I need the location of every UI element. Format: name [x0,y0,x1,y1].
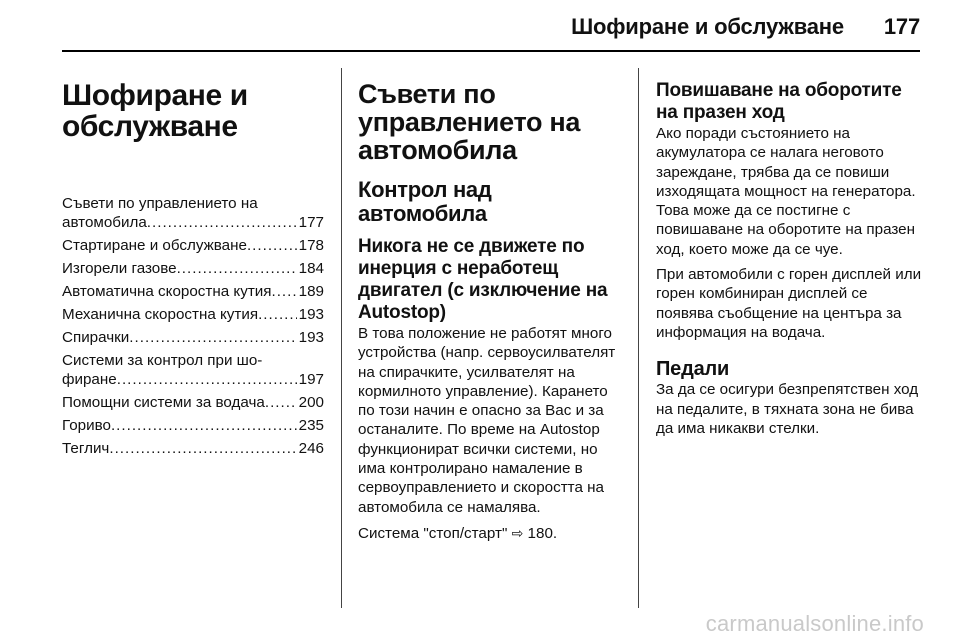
toc-dot-leader [265,393,297,412]
toc-page-number: 193 [298,329,324,346]
toc-entry-line: Съвети по управлението на [62,195,258,212]
toc-entry[interactable] [62,194,324,232]
column-3 [656,80,922,445]
toc-entry-title: Изгорели газове [62,260,177,277]
toc-entry-leader-line [62,416,324,435]
toc-entry-title: Теглич [62,440,110,457]
toc-page-number: 193 [298,306,324,323]
toc-entry-leader-line [62,305,324,324]
toc-entry-line: Системи за контрол при шо- [62,352,263,369]
toc-page-number: 235 [298,417,324,434]
running-header: Шофиране и обслужване [571,14,844,39]
toc-entry[interactable] [62,393,324,412]
watermark: carmanualsonline.info [705,611,924,636]
section-subtitle: Контрол над автомобила [358,177,492,226]
toc-dot-leader [129,328,296,347]
cross-reference [358,524,622,543]
idle-speed-paragraph-1: Ако поради състоянието на акумулатора се налага неговото зареждане, трябва да се повиши изходящата мощност на генератора. Това може да се постигне с повишаване на оборотите на празен ход, което може да се чуе. [656,125,916,258]
column-divider-2 [638,68,639,608]
toc-page-number: 246 [298,440,324,457]
toc-dot-leader [177,259,297,278]
toc-entry-title: автомобила [62,214,147,231]
toc-entry-title: Стартиране и обслужване [62,237,247,254]
page-number: 177 [883,14,920,39]
header-rule [62,50,920,52]
toc-page-number: 200 [298,394,324,411]
reference-arrow-icon[interactable]: ⇨ [511,524,524,541]
warning-heading: Никога не се движете по инерция с неработещ двигател (с изключение на Autostop) [358,236,608,323]
toc-entry-title: Автоматична скоростна кутия [62,283,272,300]
toc-entry-title: Гориво [62,417,111,434]
toc-page-number: 178 [298,237,324,254]
table-of-contents [62,194,324,458]
toc-entry-leader-line [62,236,324,255]
toc-entry-title: фиране [62,371,117,388]
toc-dot-leader [109,439,296,458]
toc-page-number: 184 [298,260,324,277]
reference-text: Система "стоп/старт" [358,524,508,542]
toc-entry-leader-line [62,213,324,232]
toc-entry-leader-line [62,328,324,347]
pedals-paragraph: За да се осигури безпрепятствен ход на педалите, в тяхната зона не бива да има никакви стелки. [656,381,919,437]
pedals-heading: Педали [656,358,730,381]
column-2 [358,80,622,550]
page-header [571,14,920,40]
toc-entry-leader-line [62,393,324,412]
toc-entry-leader-line [62,439,324,458]
idle-speed-paragraph-2: При автомобили с горен дисплей или горен комбиниран дисплей се появява съобщение на центъра за информация на водача. [656,266,922,341]
toc-entry[interactable] [62,259,324,278]
section-title: Съвети по управлението на автомобила [358,79,581,165]
toc-page-number: 177 [298,214,324,231]
toc-entry-leader-line [62,282,324,301]
chapter-title: Шофиране и обслужване [62,79,248,143]
toc-entry[interactable] [62,416,324,435]
toc-entry[interactable] [62,305,324,324]
toc-entry-leader-line [62,370,324,389]
toc-dot-leader [147,213,297,232]
toc-entry[interactable] [62,328,324,347]
body-paragraph: В това положение не работят много устройства (напр. сервоусилвателят на спирачките, усилвателят на кормилното управление). Карането по този начин е опасно за Вас и за останалите. По време на Autostop функционират всички системи, но има контролирано намаление в сервоуправлението и скоростта на автомобила се намалява. [358,325,616,516]
idle-speed-heading: Повишаване на оборотите на празен ход [656,80,902,123]
toc-dot-leader [271,282,296,301]
toc-dot-leader [258,305,297,324]
toc-entry[interactable] [62,351,324,389]
toc-dot-leader [247,236,297,255]
toc-entry-title: Помощни системи за водача [62,394,265,411]
toc-dot-leader [111,416,297,435]
toc-dot-leader [117,370,297,389]
column-divider-1 [341,68,342,608]
toc-entry[interactable] [62,439,324,458]
toc-page-number: 189 [298,283,324,300]
toc-entry[interactable] [62,236,324,255]
reference-page[interactable]: 180. [527,524,558,542]
toc-entry-title: Спирачки [62,329,130,346]
toc-entry-title: Механична скоростна кутия [62,306,259,323]
toc-page-number: 197 [298,371,324,388]
toc-entry[interactable] [62,282,324,301]
toc-entry-leader-line [62,259,324,278]
chapter-contents-column [62,80,324,462]
